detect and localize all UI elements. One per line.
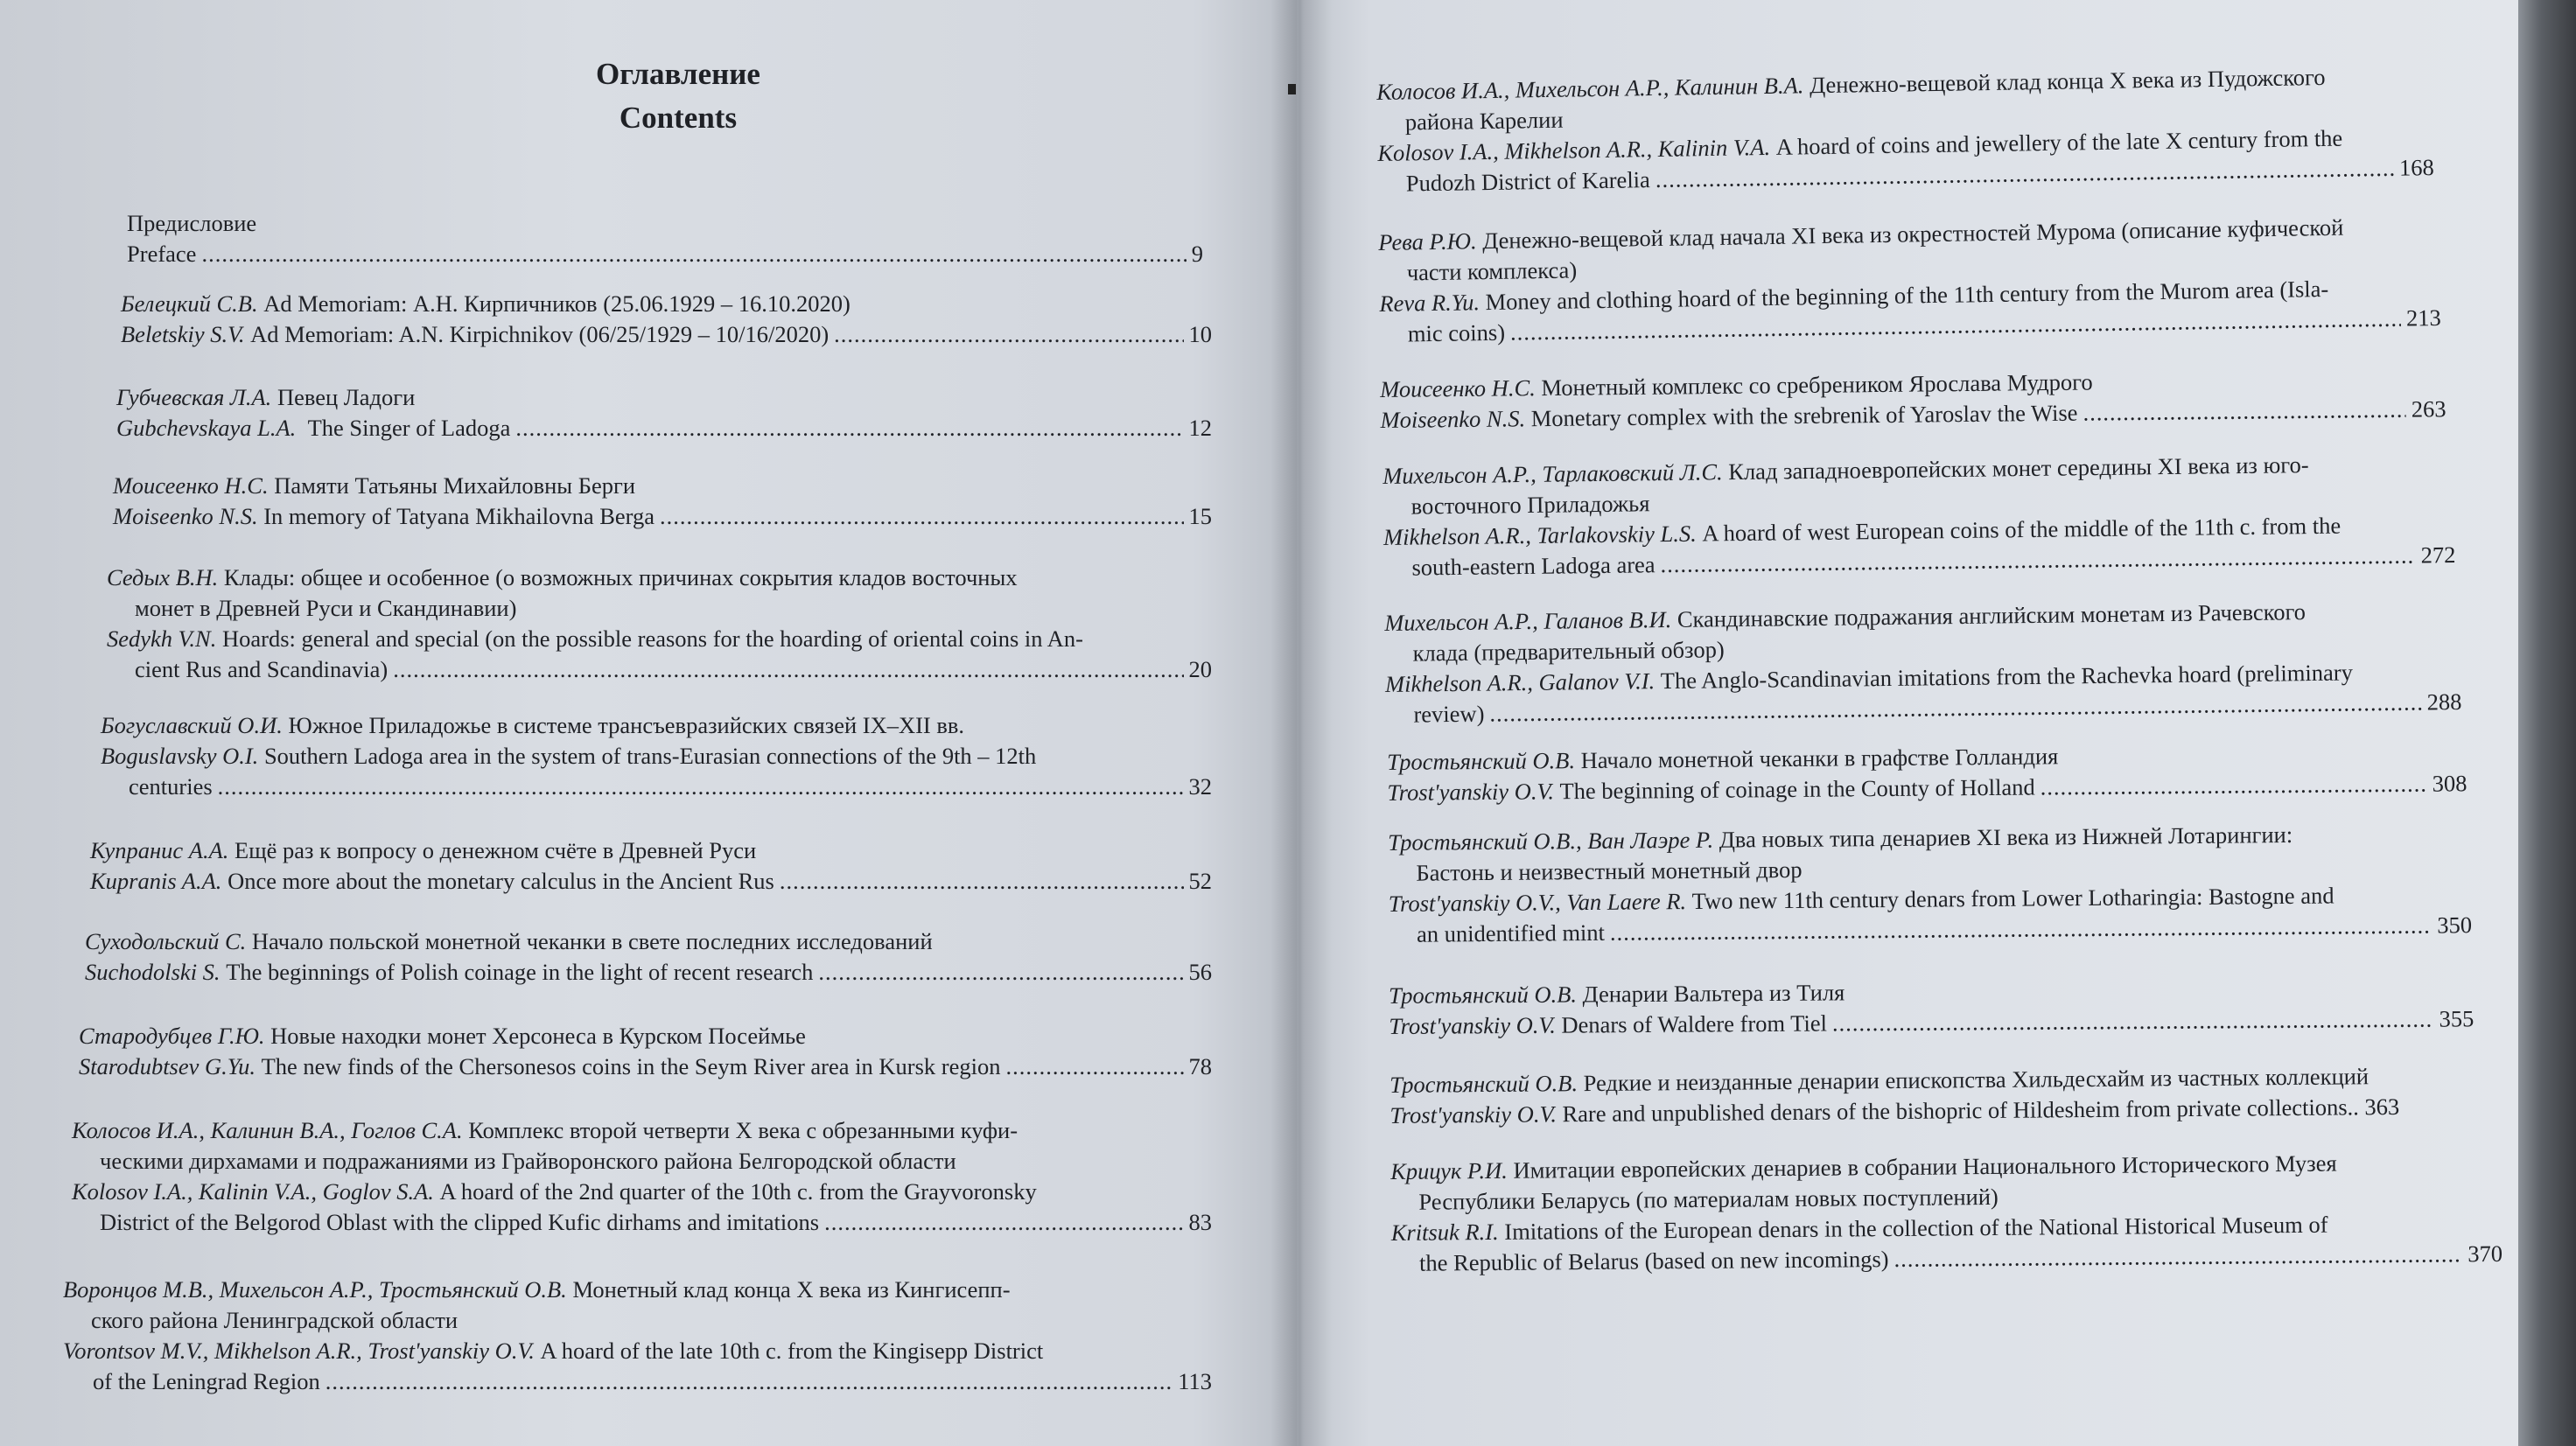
entry-author-ru: Купранис А.А. [90, 837, 229, 863]
entry-author-en: Kritsuk R.I. [1390, 1218, 1499, 1246]
book-gutter [1270, 0, 1332, 1446]
entry-title-en: The new finds of the Chersonesos coins in the Seym River area in Kursk region [261, 1053, 1001, 1079]
entry-author-ru: Тростьянский О.В. [1387, 747, 1576, 775]
entry-page-number: 20 [1188, 656, 1212, 682]
entry-title-ru: Комплекс второй четверти X века с обрезанными куфи- [468, 1117, 1018, 1143]
entry-author-en: Starodubtsev G.Yu. [79, 1053, 256, 1079]
entry-author-ru: Моисеенко Н.С. [1380, 374, 1536, 402]
toc-entry-mikhelson-tarlakovskiy[interactable] [1382, 448, 2456, 583]
toc-entry-kupranis[interactable] [90, 835, 1212, 897]
entry-title-ru: Редкие и неизданные денарии епископства Хильдесхайм из частных коллекций [1583, 1063, 2370, 1097]
entry-line-ru-continued [107, 593, 1212, 624]
entry-title-ru: Монетный комплекс со сребреником Ярослава Мудрого [1541, 368, 2093, 402]
entry-title-en-continued: the Republic of Belarus (based on new incomings) [1418, 1246, 1889, 1276]
entry-title-en-continued: review) [1413, 700, 1485, 728]
entry-author-en: Kolosov I.A., Mikhelson A.R., Kalinin V.A. [1377, 133, 1771, 166]
entry-author-ru: Колосов И.А., Калинин В.А., Гоглов С.А. [72, 1117, 463, 1143]
entry-title-en-continued: of the Leningrad Region [93, 1368, 320, 1394]
entry-line-en [90, 866, 1212, 897]
dot-leader [2082, 395, 2406, 429]
entry-title-en: In memory of Tatyana Mikhailovna Berga [263, 503, 655, 529]
dot-leader [218, 772, 1184, 802]
entry-page-number: 113 [1178, 1368, 1212, 1394]
entry-author-en: Vorontsov M.V., Mikhelson A.R., Trost'yanskiy O.V. [63, 1338, 535, 1364]
entry-line-ru [79, 1021, 1212, 1051]
dot-leader [326, 1366, 1172, 1397]
entry-title-en-continued: an unidentified mint [1416, 919, 1606, 947]
entry-page-number: 272 [2420, 541, 2456, 569]
entry-title-ru-continued: монет в Древней Руси и Скандинавии) [135, 595, 517, 621]
entry-title-ru: Начало польской монетной чеканки в свете последних исследований [251, 928, 933, 954]
dot-leader [2040, 769, 2426, 803]
entry-title-en: Two new 11th century denars from Lower Lotharingia: Bastogne and [1691, 882, 2334, 914]
entry-title-en-continued: District of the Belgorod Oblast with the clipped Kufic dirhams and imitations [100, 1209, 820, 1235]
entry-page-number: 12 [1188, 415, 1212, 441]
entry-title-ru: Денежно-вещевой клад конца X века из Пудожского [1809, 63, 2326, 99]
dot-leader [834, 319, 1183, 350]
entry-title-ru-continued: части комплекса) [1406, 256, 1578, 286]
entry-page-number: 15 [1188, 503, 1212, 529]
toc-entry-beletskiy[interactable] [121, 289, 1212, 350]
entry-title-ru: Клады: общее и особенное (о возможных причинах сокрытия кладов восточных [223, 564, 1018, 590]
toc-entry-moiseenko-yaroslav[interactable] [1380, 363, 2446, 436]
entry-page-number: 52 [1188, 868, 1212, 894]
entry-author-ru: Михельсон А.Р., Галанов В.И. [1384, 605, 1672, 636]
entry-author-ru: Михельсон А.Р., Тарлаковский Л.С. [1382, 458, 1723, 489]
entry-line-en [116, 413, 1212, 444]
entry-title-ru: Певец Ладоги [276, 384, 416, 410]
entry-author-ru: Богуславский О.И. [101, 712, 283, 738]
entry-page-number: 9 [1191, 241, 1203, 267]
entry-line-ru [101, 710, 1212, 741]
entry-title-ru: Денежно-вещевой клад начала XI века из окрестностей Мурома (описание куфической [1481, 213, 2344, 255]
entry-title-ru: Памяти Татьяны Михайловны Берги [274, 472, 636, 499]
entry-title-ru: Денарии Вальтера из Тиля [1582, 979, 1845, 1008]
entry-title-en: Monetary complex with the srebrenik of Yaroslav the Wise [1530, 399, 2078, 432]
entry-author-en: Reva R.Yu. [1379, 289, 1480, 317]
entry-title-ru: Скандинавские подражания английским монетам из Рачевского [1676, 598, 2306, 632]
dot-leader [515, 413, 1183, 444]
entry-title-en: The beginnings of Polish coinage in the light of recent research [226, 959, 814, 985]
entry-line-en [85, 957, 1212, 988]
entry-title-ru-continued: клада (предварительный обзор) [1412, 636, 1725, 667]
entry-author-en: Trost'yanskiy O.V. [1387, 778, 1555, 806]
entry-author-ru: Белецкий С.В. [121, 290, 258, 317]
entry-line-en-continued [72, 1207, 1212, 1238]
entry-author-en: Mikhelson A.R., Galanov V.I. [1384, 667, 1656, 697]
entry-title-en: Preface [127, 241, 197, 267]
dot-leader [1005, 1051, 1183, 1082]
toc-entry-moiseenko-memory[interactable] [113, 471, 1212, 532]
entry-line-ru [72, 1115, 1212, 1146]
entry-line-en [107, 624, 1212, 654]
entry-line-en-continued [63, 1366, 1212, 1397]
entry-author-en: Gubchevskaya L.A. [116, 415, 297, 441]
entry-title-en: A hoard of the 2nd quarter of the 10th c. from the Grayvoronsky [439, 1178, 1037, 1205]
entry-line-en [101, 741, 1212, 772]
entry-author-en: Beletskiy S.V. [121, 321, 245, 347]
entry-author-ru: Тростьянский О.В. [1390, 1070, 1578, 1098]
entry-page-number: 308 [2432, 770, 2468, 797]
toc-entry-preface[interactable] [127, 208, 1203, 269]
entry-page-number: 10 [1188, 321, 1212, 347]
toc-entry-vorontsov[interactable] [63, 1275, 1212, 1397]
entry-title-en: Hoards: general and special (on the possible reasons for the hoarding of oriental coins in An- [221, 625, 1083, 652]
entry-title-ru: Предисловие [127, 210, 257, 236]
dot-leader [780, 866, 1184, 897]
entry-title-ru-continued: ческими дирхамами и подражаниями из Грайворонского района Белгородской области [100, 1148, 956, 1174]
entry-line-ru [116, 382, 1212, 413]
entry-page-number: 168 [2398, 154, 2435, 181]
entry-page-number: 350 [2437, 912, 2473, 939]
entry-page-number: 355 [2439, 1005, 2474, 1032]
entry-title-en: Southern Ladoga area in the system of trans-Eurasian connections of the 9th – 12th [263, 743, 1037, 769]
entry-title-ru: Монетный клад конца X века из Кингисепп- [572, 1276, 1011, 1303]
entry-title-en-continued: centuries [129, 773, 213, 800]
entry-author-en: Boguslavsky O.I. [101, 743, 259, 769]
dot-leader [660, 501, 1183, 532]
toc-entry-trostyanskiy-van-laere[interactable] [1388, 818, 2472, 950]
toc-entry-boguslavsky[interactable] [101, 710, 1212, 802]
entry-title-ru: Имитации европейских денариев в собрании Национального Исторического Музея [1513, 1149, 2337, 1184]
entry-title-ru: Южное Приладожье в системе трансъевразийских связей IX–XII вв. [288, 712, 965, 738]
entry-title-ru-continued: восточного Приладожья [1410, 490, 1650, 520]
toc-entry-trostyanskiy-holland[interactable] [1387, 737, 2468, 808]
entry-author-ru: Стародубцев Г.Ю. [79, 1023, 265, 1049]
toc-entry-trostyanskiy-hildesheim[interactable] [1390, 1060, 2495, 1131]
page-edge [2518, 0, 2576, 1446]
entry-line-ru [127, 208, 1203, 239]
page-marker [1288, 84, 1296, 94]
toc-entry-sedykh[interactable] [107, 562, 1212, 685]
entry-title-ru: Ad Memoriam: А.Н. Кирпичников (25.06.1929 – 16.10.2020) [263, 290, 850, 317]
toc-entry-starodubtsev[interactable] [79, 1021, 1212, 1082]
entry-line-ru [121, 289, 1212, 319]
entry-author-ru: Седых В.Н. [107, 564, 219, 590]
entry-author-en: Trost'yanskiy O.V., Van Laere R. [1388, 888, 1687, 917]
entry-author-en: Kupranis A.A. [90, 868, 222, 894]
entry-author-en: Trost'yanskiy O.V. [1389, 1011, 1556, 1039]
entry-author-en: Suchodolski S. [85, 959, 220, 985]
entry-line-ru-continued [72, 1146, 1212, 1177]
entry-author-ru: Рева Р.Ю. [1378, 227, 1477, 255]
toc-entry-kritsuk[interactable] [1390, 1147, 2502, 1279]
entry-line-ru [113, 471, 1212, 501]
dot-leader [824, 1207, 1183, 1238]
entry-title-ru-continued: района Карелии [1404, 106, 1564, 136]
entry-title-en: A hoard of west European coins of the middle of the 11th c. from the [1702, 512, 2342, 547]
toc-entry-mikhelson-galanov[interactable] [1384, 595, 2462, 730]
toc-entry-trostyanskiy-tiel[interactable] [1389, 973, 2474, 1042]
entry-author-ru: Тростьянский О.В. [1389, 981, 1578, 1009]
entry-author-en: Trost'yanskiy O.V. [1390, 1100, 1558, 1128]
entry-title-en: The Singer of Ladoga [307, 415, 511, 441]
entry-line-ru [90, 835, 1212, 866]
heading-russian: Оглавление [596, 57, 760, 91]
entry-author-ru: Колосов И.А., Михельсон А.Р., Калинин В.А. [1376, 72, 1804, 105]
entry-author-en: Mikhelson A.R., Tarlakovskiy L.S. [1382, 520, 1697, 550]
entry-title-en: Ad Memoriam: A.N. Kirpichnikov (06/25/1929 – 10/16/2020) [250, 321, 830, 347]
entry-line-ru [85, 926, 1212, 957]
entry-title-en: Imitations of the European denars in the collection of the National Historical Museum of [1504, 1211, 2328, 1245]
entry-author-en: Moiseenko N.S. [1380, 405, 1526, 433]
entry-line-en [63, 1336, 1212, 1366]
entry-author-en: Moiseenko N.S. [113, 503, 258, 529]
entry-title-en: The beginning of coinage in the County of Holland [1559, 773, 2035, 805]
entry-title-en: Money and clothing hoard of the beginning of the 11th century from the Murom area (Isla- [1485, 275, 2329, 316]
entry-page-number: 363 [2364, 1093, 2400, 1121]
toc-entry-gubchevskaya[interactable] [116, 382, 1212, 444]
entry-page-number: 263 [2411, 395, 2446, 423]
entry-title-ru-continued: Республики Беларусь (по материалам новых поступлений) [1418, 1183, 1998, 1215]
toc-entry-suchodolski[interactable] [85, 926, 1212, 988]
entry-title-en: A hoard of coins and jewellery of the late X century from the [1775, 124, 2343, 160]
entry-page-number: 370 [2468, 1240, 2503, 1268]
toc-entry-kolosov-kalinin-goglov[interactable] [72, 1115, 1212, 1238]
entry-page-number: 32 [1188, 773, 1212, 800]
entry-page-number: 288 [2426, 688, 2462, 716]
entry-line-ru [107, 562, 1212, 593]
entry-author-en: Sedykh V.N. [107, 625, 217, 652]
entry-author-ru: Губчевская Л.А. [116, 384, 272, 410]
dot-leader [1894, 1239, 2462, 1275]
entry-title-en: Rare and unpublished denars of the bishopric of Hildesheim from private collections.. [1562, 1093, 2359, 1128]
toc-entry-reva[interactable] [1378, 211, 2441, 350]
entry-line-en [113, 501, 1212, 532]
contents-heading [490, 52, 866, 140]
dot-leader [1832, 1004, 2434, 1039]
entry-title-en: A hoard of the late 10th c. from the Kingisepp District [540, 1338, 1044, 1364]
entry-author-en: Kolosov I.A., Kalinin V.A., Goglov S.A. [72, 1178, 434, 1205]
entry-title-ru: Новые находки монет Херсонеса в Курском Посеймье [270, 1023, 806, 1049]
entry-title-en-continued: south-eastern Ladoga area [1411, 551, 1656, 581]
entry-title-en-continued: cient Rus and Scandinavia) [135, 656, 388, 682]
entry-page-number: 56 [1188, 959, 1212, 985]
entry-author-ru: Крицук Р.И. [1390, 1156, 1508, 1184]
entry-title-en: Once more about the monetary calculus in the Ancient Rus [228, 868, 774, 894]
entry-title-ru: Ещё раз к вопросу о денежном счёте в Древней Руси [234, 837, 757, 863]
entry-title-ru-continued: ского района Ленинградской области [91, 1307, 458, 1333]
entry-line-en [79, 1051, 1212, 1082]
heading-english: Contents [619, 101, 738, 135]
entry-line-ru-continued [63, 1305, 1212, 1336]
entry-line-en [121, 319, 1212, 350]
entry-title-en: The Anglo-Scandinavian imitations from the Rachevka hoard (preliminary [1660, 659, 2354, 695]
entry-title-ru: Клад западноевропейских монет середины XI века из юго- [1728, 451, 2309, 485]
entry-title-ru-continued: Бастонь и неизвестный монетный двор [1416, 856, 1802, 886]
entry-line-ru [63, 1275, 1212, 1305]
entry-title-ru: Два новых типа денариев XI века из Нижней Лотарингии: [1718, 821, 2293, 853]
dot-leader [393, 654, 1183, 685]
entry-author-ru: Тростьянский О.В., Ван Лаэре Р. [1388, 826, 1714, 856]
toc-entry-kolosov-pudozh[interactable] [1376, 60, 2434, 199]
entry-page-number: 78 [1188, 1053, 1212, 1079]
entry-title-en-continued: Pudozh District of Karelia [1405, 166, 1651, 197]
entry-title-ru: Начало монетной чеканки в графстве Голландия [1580, 743, 2059, 774]
entry-title-en: Denars of Waldere from Tiel [1561, 1009, 1828, 1038]
entry-line-en [127, 239, 1203, 269]
entry-line-en [72, 1177, 1212, 1207]
dot-leader [201, 239, 1186, 269]
entry-author-ru: Моисеенко Н.С. [113, 472, 269, 499]
entry-line-en-continued [101, 772, 1212, 802]
entry-page-number: 83 [1188, 1209, 1212, 1235]
entry-page-number: 213 [2405, 304, 2442, 332]
entry-author-ru: Суходольский С. [85, 928, 247, 954]
entry-title-en-continued: mic coins) [1407, 318, 1506, 347]
entry-author-ru: Воронцов М.В., Михельсон А.Р., Тростьянский О.В. [63, 1276, 567, 1303]
entry-line-en-continued [107, 654, 1212, 685]
dot-leader [818, 957, 1183, 988]
